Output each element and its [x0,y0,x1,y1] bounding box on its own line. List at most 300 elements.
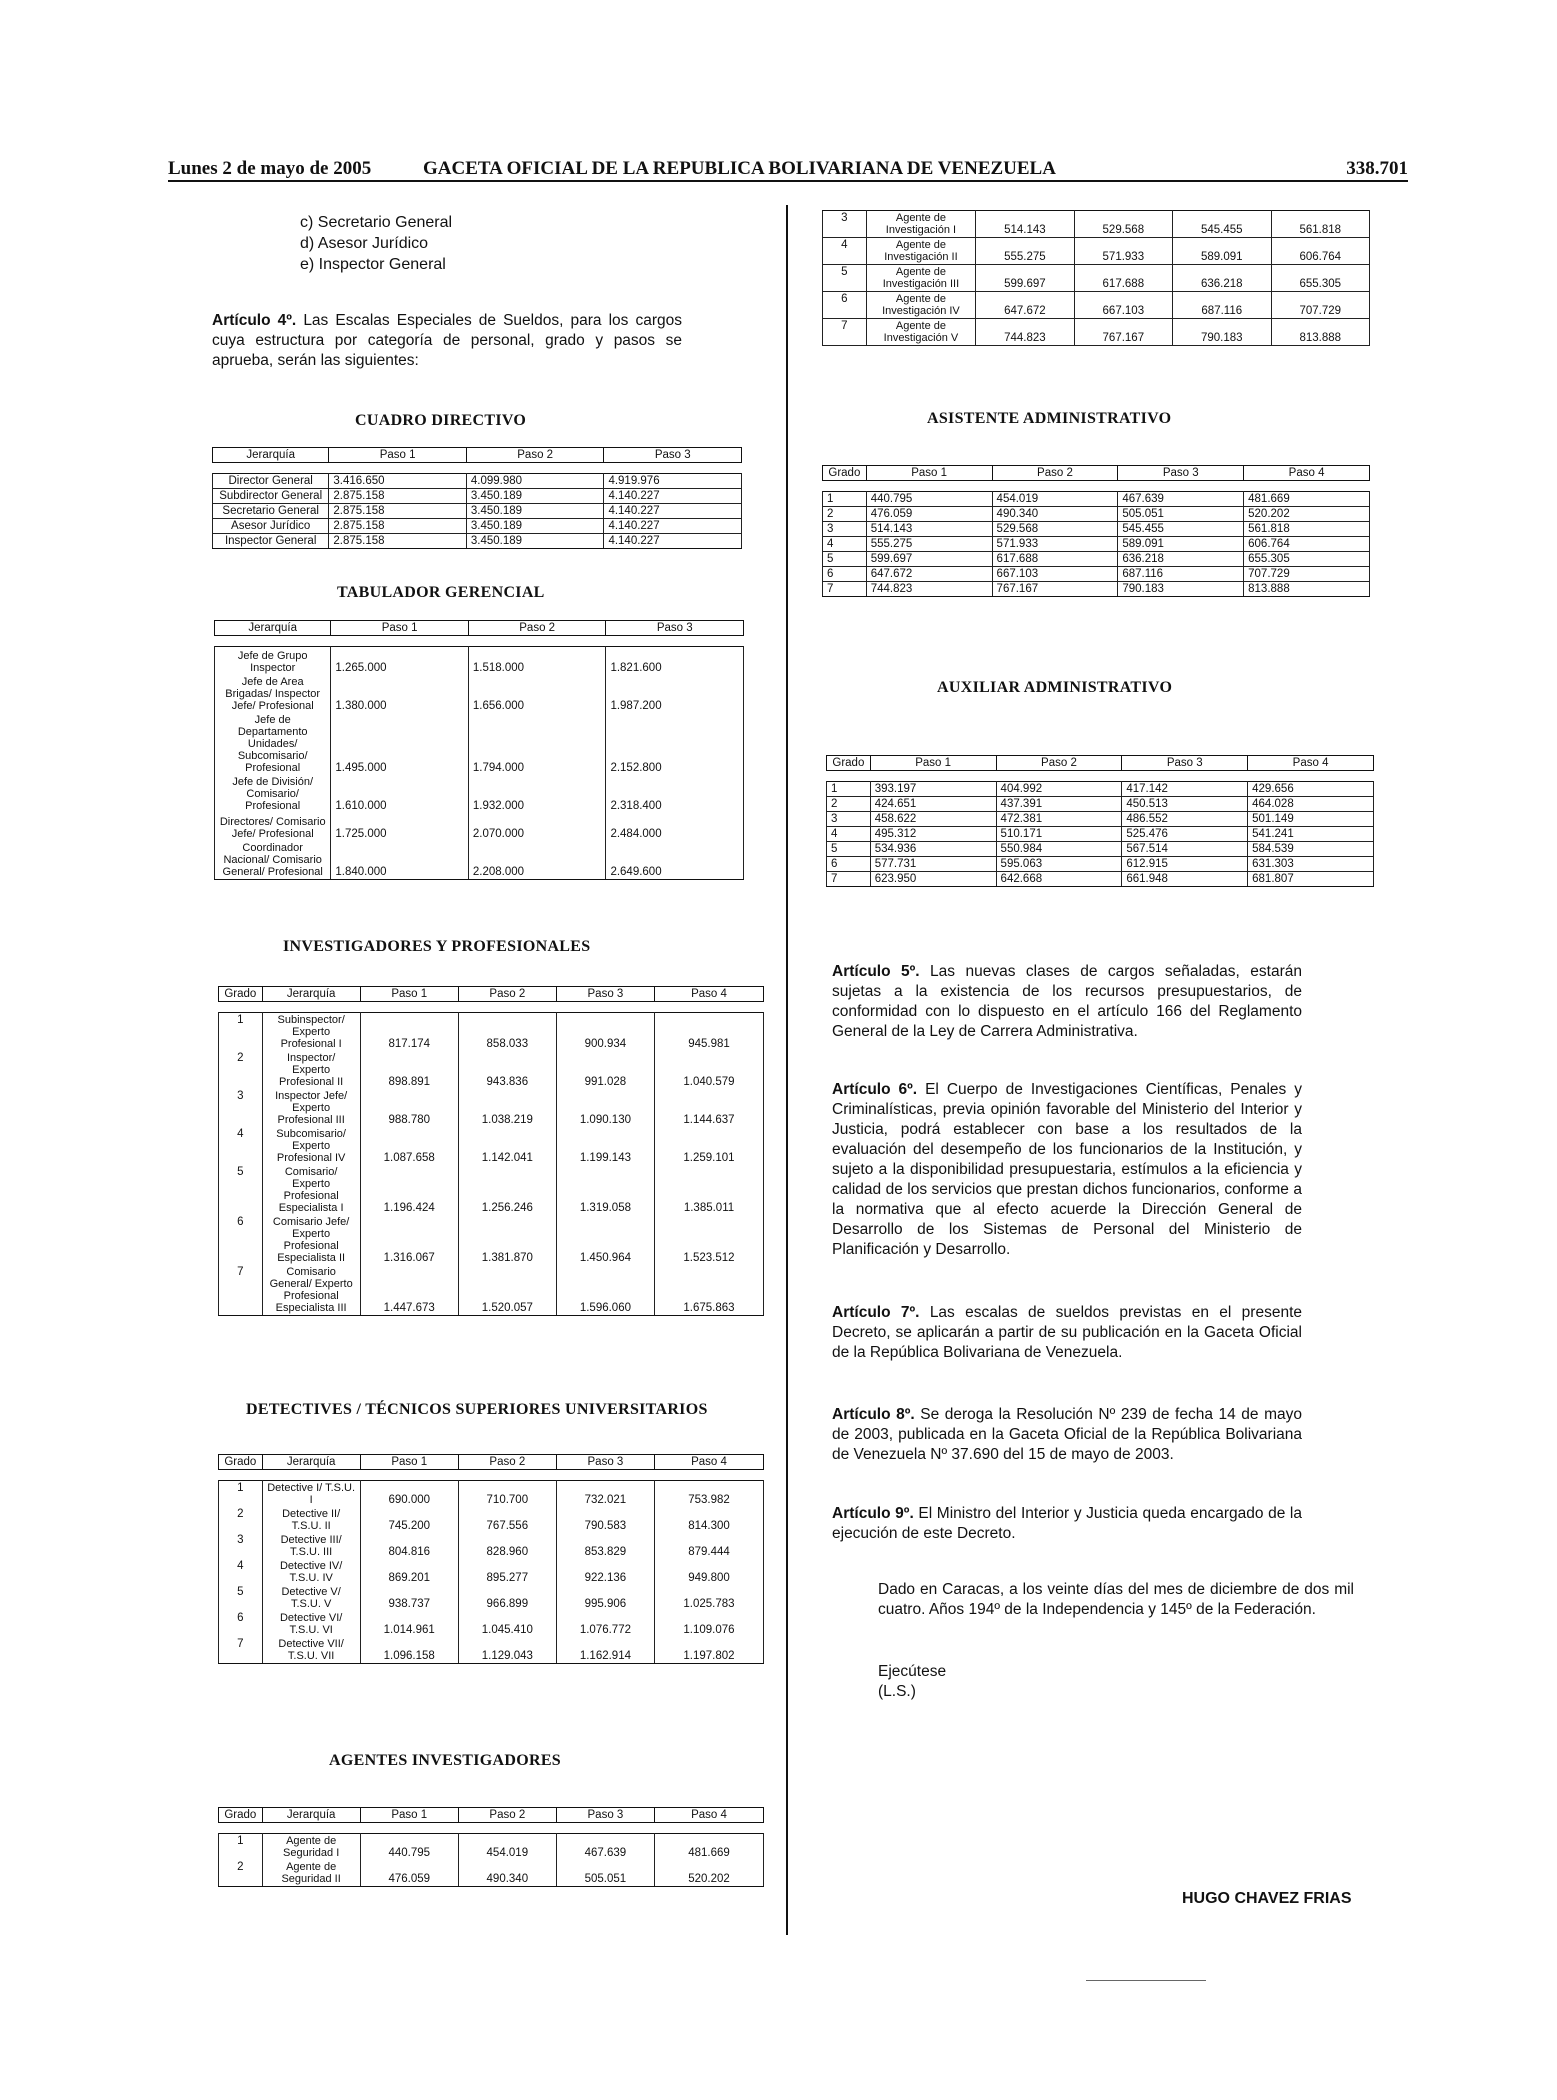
table-cell: 1 [823,492,867,507]
table-cell: 943.836 [458,1051,556,1089]
table-cell: 1.197.802 [654,1637,763,1664]
header-date: Lunes 2 de mayo de 2005 [168,158,372,179]
table-cell: 5 [827,842,871,857]
table-cell: 541.241 [1248,827,1374,842]
table-row [827,872,1374,887]
table-cell: 6 [823,567,867,582]
column-header: Paso 1 [329,448,467,463]
list-item: e) Inspector General [300,256,446,273]
table-cell: 1.656.000 [468,675,606,713]
table-cell: 4.919.976 [604,474,742,489]
column-header: Jerarquía [262,1808,360,1823]
table-cell: 898.891 [360,1051,458,1089]
table-cell: Jefe de Departamento Unidades/ Subcomisario/ Profesional [215,713,331,775]
table-cell: Subdirector General [213,489,329,504]
table-cell: 2.208.000 [468,841,606,880]
table-cell: 495.312 [870,827,996,842]
article-9 [832,1504,1302,1544]
column-header: Paso 1 [360,987,458,1002]
table-cell: 437.391 [996,797,1122,812]
column-header: Paso 4 [1244,466,1370,481]
table-cell: 1.040.579 [654,1051,763,1089]
table-cell: 1.038.219 [458,1089,556,1127]
table-row [827,812,1374,827]
table-row [219,1637,764,1664]
table-cell: 767.167 [1074,319,1172,346]
table-cell: 606.764 [1271,238,1370,265]
column-header: Grado [219,1808,263,1823]
table-cell: 1.523.512 [654,1215,763,1265]
table-cell: 1 [827,782,871,797]
table-cell: 4 [827,827,871,842]
table-cell: 589.091 [1173,238,1271,265]
table-cell: 744.823 [976,319,1074,346]
table-row [823,507,1370,522]
table-cell: 744.823 [866,582,992,597]
table-cell: 869.201 [360,1559,458,1585]
table-cell: 529.568 [1074,211,1172,238]
table-cell: 790.183 [1118,582,1244,597]
cuadro-directivo-title: CUADRO DIRECTIVO [355,412,527,429]
table-cell: 655.305 [1271,265,1370,292]
table-cell: 790.583 [556,1507,654,1533]
table-cell: 1 [219,1481,263,1508]
article-label: Artículo 9º. [832,1505,914,1522]
table-cell: 1.265.000 [331,647,469,676]
table-cell: 1.096.158 [360,1637,458,1664]
table-row [827,827,1374,842]
article-8 [832,1405,1302,1465]
table-cell: 4.099.980 [466,474,604,489]
article-label: Artículo 5º. [832,963,920,980]
footer-rule [1086,1980,1206,1981]
table-cell: 745.200 [360,1507,458,1533]
table-row [827,857,1374,872]
table-cell: 790.183 [1173,319,1271,346]
table-cell: 1.256.246 [458,1165,556,1215]
table-cell: 5 [219,1585,263,1611]
table-cell: 2.875.158 [329,504,467,519]
table-cell: 667.103 [1074,292,1172,319]
column-header: Jerarquía [262,987,360,1002]
table-cell: 617.688 [992,552,1118,567]
table-row [215,647,744,676]
column-header: Paso 3 [556,987,654,1002]
table-cell: 1.090.130 [556,1089,654,1127]
column-header: Paso 2 [458,1808,556,1823]
table-cell: 3.416.650 [329,474,467,489]
table-cell: 2.318.400 [606,775,744,813]
table-cell: 631.303 [1248,857,1374,872]
spacer-row [219,1002,764,1013]
table-cell: 534.936 [870,842,996,857]
table-row [219,1089,764,1127]
article-6 [832,1080,1302,1260]
table-row [823,582,1370,597]
table-row [827,797,1374,812]
table-cell: 486.552 [1122,812,1248,827]
article-text: Las nuevas clases de cargos señaladas, estarán sujetas a la existencia de los recursos presupuestarios, de conformidad con lo dispuesto en el artículo 166 del Reglamento General de la Ley de Carrera Administrativa. [832,963,1302,1040]
agentes-title: AGENTES INVESTIGADORES [329,1752,561,1769]
table-cell: 529.568 [992,522,1118,537]
table-row [219,1834,764,1861]
table-cell: Inspector Jefe/ Experto Profesional III [262,1089,360,1127]
table-cell: Inspector/ Experto Profesional II [262,1051,360,1089]
table-cell: 3.450.189 [466,504,604,519]
header-rule [168,180,1408,182]
table-cell: 1.109.076 [654,1611,763,1637]
table-cell: 7 [823,319,867,346]
table-cell: Detective IV/ T.S.U. IV [262,1559,360,1585]
column-header: Paso 1 [870,756,996,771]
table-cell: 813.888 [1271,319,1370,346]
table-row [219,1533,764,1559]
spacer-row [823,481,1370,492]
table-cell: 520.202 [1244,507,1370,522]
column-header: Paso 3 [556,1808,654,1823]
table-cell: 454.019 [992,492,1118,507]
table-cell: 1.259.101 [654,1127,763,1165]
table-cell: 481.669 [1244,492,1370,507]
table-row [827,842,1374,857]
table-cell: 6 [827,857,871,872]
table-cell: 6 [823,292,867,319]
table-cell: 1.520.057 [458,1265,556,1316]
table-cell: 828.960 [458,1533,556,1559]
table-cell: 599.697 [866,552,992,567]
table-cell: 1.142.041 [458,1127,556,1165]
column-header: Paso 2 [466,448,604,463]
article-5 [832,962,1302,1042]
agentes-table-right [822,210,1370,346]
article-label: Artículo 7º. [832,1304,920,1321]
spacer-row [213,463,742,474]
table-cell: 1.087.658 [360,1127,458,1165]
table-cell: 3.450.189 [466,489,604,504]
table-cell: 561.818 [1271,211,1370,238]
table-cell: 636.218 [1173,265,1271,292]
auxiliar-title: AUXILIAR ADMINISTRATIVO [937,679,1173,696]
column-header: Paso 2 [468,621,606,636]
spacer-row [219,1823,764,1834]
signature-name: HUGO CHAVEZ FRIAS [1182,1890,1352,1907]
table-cell: 1.495.000 [331,713,469,775]
table-cell: Comisario/ Experto Profesional Especialista I [262,1165,360,1215]
table-row [215,775,744,813]
table-cell: 545.455 [1173,211,1271,238]
investigadores-table [218,986,764,1316]
table-row [219,1165,764,1215]
table-cell: 467.639 [1118,492,1244,507]
table-cell: Agente de Investigación II [866,238,975,265]
table-row [823,238,1370,265]
article-text: Se deroga la Resolución Nº 239 de fecha 14 de mayo de 2003, publicada en la Gaceta Oficial de la República Bolivariana de Venezuela Nº 37.690 del 15 de mayo de 2003. [832,1406,1302,1463]
table-cell: 767.167 [992,582,1118,597]
table-row [213,489,742,504]
table-cell: 879.444 [654,1533,763,1559]
table-cell: 490.340 [992,507,1118,522]
table-cell: 2.875.158 [329,534,467,549]
table-cell: 3 [823,522,867,537]
table-cell: 555.275 [866,537,992,552]
table-cell: 1.794.000 [468,713,606,775]
list-item: d) Asesor Jurídico [300,235,429,252]
table-cell: 2.875.158 [329,519,467,534]
table-row [219,1215,764,1265]
table-row [823,265,1370,292]
table-cell: 440.795 [866,492,992,507]
table-cell: 900.934 [556,1013,654,1052]
table-cell: 2 [823,507,867,522]
table-row [213,519,742,534]
table-cell: Detective I/ T.S.U. I [262,1481,360,1508]
table-row [823,567,1370,582]
table-cell: 4.140.227 [604,489,742,504]
table-cell: Inspector General [213,534,329,549]
column-header: Paso 1 [866,466,992,481]
table-cell: 687.116 [1173,292,1271,319]
ejecutese: Ejecútese [878,1663,947,1680]
table-cell: 501.149 [1248,812,1374,827]
table-cell: 4 [219,1559,263,1585]
table-row [823,492,1370,507]
table-cell: 2.152.800 [606,713,744,775]
table-cell: 417.142 [1122,782,1248,797]
table-cell: 1.840.000 [331,841,469,880]
column-header: Paso 1 [331,621,469,636]
header-page-number: 338.701 [1346,158,1408,179]
table-cell: 642.668 [996,872,1122,887]
table-cell: 7 [823,582,867,597]
column-header: Paso 4 [1248,756,1374,771]
table-cell: 545.455 [1118,522,1244,537]
table-cell: 520.202 [654,1860,763,1887]
table-cell: 922.136 [556,1559,654,1585]
column-header: Grado [219,1455,263,1470]
table-cell: 3 [219,1533,263,1559]
table-cell: Subinspector/ Experto Profesional I [262,1013,360,1052]
table-cell: 481.669 [654,1834,763,1861]
table-cell: 1.610.000 [331,775,469,813]
table-row [823,292,1370,319]
table-cell: 1.129.043 [458,1637,556,1664]
table-cell: 1.076.772 [556,1611,654,1637]
table-cell: 4.140.227 [604,519,742,534]
table-cell: Jefe de Area Brigadas/ Inspector Jefe/ Profesional [215,675,331,713]
table-cell: 1.675.863 [654,1265,763,1316]
table-cell: 647.672 [866,567,992,582]
table-cell: 2 [219,1507,263,1533]
table-cell: 1.385.011 [654,1165,763,1215]
column-header: Paso 2 [458,1455,556,1470]
table-cell: 7 [219,1265,263,1316]
column-header: Paso 2 [992,466,1118,481]
column-header: Paso 3 [606,621,744,636]
article-4 [212,311,682,371]
table-row [827,782,1374,797]
table-cell: 5 [823,265,867,292]
table-row [219,1481,764,1508]
table-cell: 476.059 [360,1860,458,1887]
table-cell: 5 [823,552,867,567]
table-cell: 813.888 [1244,582,1370,597]
table-cell: 404.992 [996,782,1122,797]
table-row [213,474,742,489]
header-row [219,1455,764,1470]
table-row [219,1507,764,1533]
table-cell: 450.513 [1122,797,1248,812]
table-cell: 472.381 [996,812,1122,827]
table-cell: 505.051 [1118,507,1244,522]
table-cell: 2.070.000 [468,813,606,841]
table-cell: 2.484.000 [606,813,744,841]
table-cell: 1.316.067 [360,1215,458,1265]
table-row [823,537,1370,552]
table-row [215,713,744,775]
table-cell: 589.091 [1118,537,1244,552]
table-cell: 7 [219,1637,263,1664]
table-row [219,1127,764,1165]
table-cell: 690.000 [360,1481,458,1508]
header-row [215,621,744,636]
table-cell: 655.305 [1244,552,1370,567]
table-cell: 938.737 [360,1585,458,1611]
header-row [827,756,1374,771]
tabulador-gerencial-table [214,620,744,880]
table-cell: 1.199.143 [556,1127,654,1165]
ls-mark: (L.S.) [878,1683,916,1700]
table-cell: 817.174 [360,1013,458,1052]
table-cell: 525.476 [1122,827,1248,842]
table-cell: 4.140.227 [604,504,742,519]
table-cell: 555.275 [976,238,1074,265]
article-label: Artículo 6º. [832,1081,918,1098]
table-row [219,1051,764,1089]
table-row [219,1860,764,1887]
table-cell: 988.780 [360,1089,458,1127]
table-cell: 2 [219,1051,263,1089]
table-cell: Agente de Seguridad I [262,1834,360,1861]
table-cell: 464.028 [1248,797,1374,812]
spacer-row [215,636,744,647]
header-title: GACETA OFICIAL DE LA REPUBLICA BOLIVARIANA DE VENEZUELA [423,158,1056,179]
table-cell: 1.596.060 [556,1265,654,1316]
table-cell: 514.143 [866,522,992,537]
table-cell: 661.948 [1122,872,1248,887]
table-cell: 767.556 [458,1507,556,1533]
table-cell: 681.807 [1248,872,1374,887]
table-cell: 966.899 [458,1585,556,1611]
table-cell: 567.514 [1122,842,1248,857]
table-cell: 1.014.961 [360,1611,458,1637]
table-cell: 814.300 [654,1507,763,1533]
table-cell: 995.906 [556,1585,654,1611]
column-header: Paso 3 [1118,466,1244,481]
article-text: Las escalas de sueldos previstas en el presente Decreto, se aplicarán a partir de su publicación en la Gaceta Oficial de la República Bolivariana de Venezuela. [832,1304,1303,1361]
table-cell: 514.143 [976,211,1074,238]
column-header: Jerarquía [215,621,331,636]
article-text: El Cuerpo de Investigaciones Científicas, Penales y Criminalísticas, previa opinión favorable del Ministerio del Interior y Justicia, podrá establecer con base a los resultados de la evaluación del desempeño de los funcionarios de la Institución, y sujeto a la disponibilidad presupuestaria, estímulos a la eficiencia y calidad de los servicios que prestan dichos funcionarios, conforme a la normativa que al efecto acuerde la Dirección General de Desarrollo de los Sistemas de Personal del Ministerio de Planificación y Desarrollo. [832,1081,1302,1258]
table-cell: Detective II/ T.S.U. II [262,1507,360,1533]
table-cell: 687.116 [1118,567,1244,582]
table-cell: 1.932.000 [468,775,606,813]
table-cell: 3 [219,1089,263,1127]
table-cell: 858.033 [458,1013,556,1052]
table-row [823,211,1370,238]
table-cell: Jefe de División/ Comisario/ Profesional [215,775,331,813]
column-header: Paso 4 [654,1808,763,1823]
table-cell: 617.688 [1074,265,1172,292]
list-item: c) Secretario General [300,214,453,231]
table-row [823,319,1370,346]
table-cell: Agente de Investigación IV [866,292,975,319]
table-row [213,534,742,549]
table-cell: 707.729 [1271,292,1370,319]
investigadores-title: INVESTIGADORES Y PROFESIONALES [283,938,591,955]
column-header: Paso 1 [360,1455,458,1470]
table-cell: Asesor Jurídico [213,519,329,534]
table-cell: 4 [219,1127,263,1165]
position-list [300,212,452,275]
table-row [219,1013,764,1052]
table-cell: 667.103 [992,567,1118,582]
table-cell: 561.818 [1244,522,1370,537]
table-row [213,504,742,519]
table-row [219,1611,764,1637]
column-header: Paso 4 [654,1455,763,1470]
table-cell: 467.639 [556,1834,654,1861]
table-cell: Subcomisario/ Experto Profesional IV [262,1127,360,1165]
column-header: Paso 2 [458,987,556,1002]
table-cell: 804.816 [360,1533,458,1559]
agentes-table-left [218,1807,764,1887]
table-cell: 2.875.158 [329,489,467,504]
table-cell: Detective VII/ T.S.U. VII [262,1637,360,1664]
table-cell: 577.731 [870,857,996,872]
table-cell: 1.144.637 [654,1089,763,1127]
column-header: Grado [827,756,871,771]
column-header: Paso 1 [360,1808,458,1823]
column-header: Paso 3 [604,448,742,463]
table-cell: Agente de Investigación III [866,265,975,292]
column-divider [786,205,788,1935]
table-cell: 454.019 [458,1834,556,1861]
dado-en-caracas: Dado en Caracas, a los veinte días del mes de diciembre de dos mil cuatro. Años 194º de la Independencia y 145º de la Federación. [878,1581,1354,1618]
article-7 [832,1303,1302,1363]
table-cell: 1.319.058 [556,1165,654,1215]
table-cell: 476.059 [866,507,992,522]
table-cell: Detective VI/ T.S.U. VI [262,1611,360,1637]
table-cell: 393.197 [870,782,996,797]
table-cell: 1.447.673 [360,1265,458,1316]
table-cell: 1.725.000 [331,813,469,841]
table-cell: Detective III/ T.S.U. III [262,1533,360,1559]
table-cell: 707.729 [1244,567,1370,582]
table-cell: 1.381.870 [458,1215,556,1265]
detectives-title: DETECTIVES / TÉCNICOS SUPERIORES UNIVERSITARIOS [246,1401,708,1418]
article-text: El Ministro del Interior y Justicia queda encargado de la ejecución de este Decreto. [832,1505,1302,1542]
table-cell: 732.021 [556,1481,654,1508]
table-cell: 4 [823,238,867,265]
article-text: Las Escalas Especiales de Sueldos, para los cargos cuya estructura por categoría de personal, grado y pasos se aprueba, serán las siguientes: [212,312,683,369]
table-cell: 1.380.000 [331,675,469,713]
table-row [219,1265,764,1316]
column-header: Grado [219,987,263,1002]
table-cell: 7 [827,872,871,887]
table-cell: 571.933 [1074,238,1172,265]
table-cell: 1.987.200 [606,675,744,713]
table-row [215,841,744,880]
